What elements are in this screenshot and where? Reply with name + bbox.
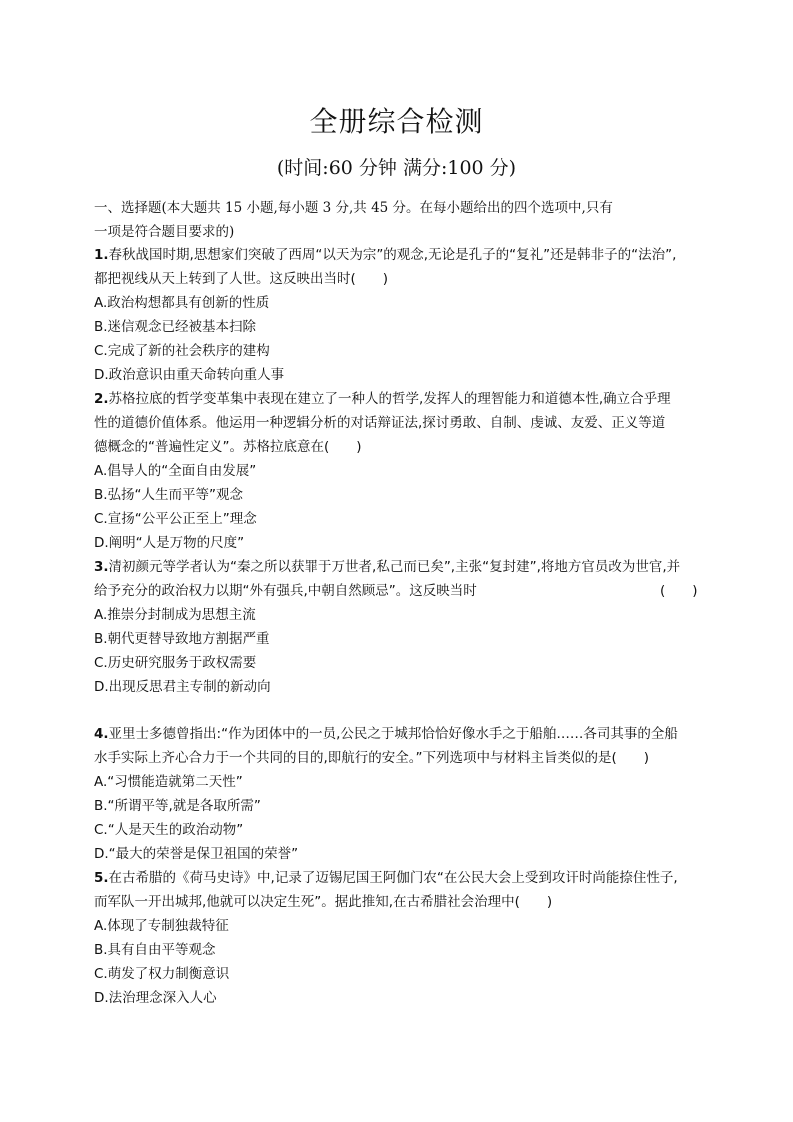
question-1-line-2: 都把视线从天上转到了人世。这反映出当时( ) (94, 271, 389, 287)
question-3-option-b[interactable]: B.朝代更替导致地方割据严重 (94, 631, 270, 647)
question-1-line-1: 1.春秋战国时期,思想家们突破了西周“以天为宗”的观念,无论是孔子的“复礼”还是韩非子的“法治”, (94, 247, 677, 263)
question-1-option-d[interactable]: D.政治意识由重天命转向重人事 (94, 367, 285, 383)
question-5-option-a[interactable]: A.体现了专制独裁特征 (94, 918, 229, 934)
question-4-option-b[interactable]: B.“所谓平等,就是各取所需” (94, 798, 261, 814)
question-1-option-b[interactable]: B.迷信观念已经被基本扫除 (94, 319, 257, 335)
question-number: 4. (94, 726, 109, 742)
question-2-line-3: 德概念的“普遍性定义”。苏格拉底意在( ) (94, 439, 362, 455)
question-2-option-d[interactable]: D.阐明“人是万物的尺度” (94, 535, 245, 551)
question-2-line-2: 性的道德价值体系。他运用一种逻辑分析的对话辩证法,探讨勇敢、自制、虔诚、友爱、正义等道 (94, 415, 666, 431)
question-4-line-1: 4.亚里士多德曾指出:“作为团体中的一员,公民之于城邦恰恰好像水手之于船舶……各司其事的全船 (94, 726, 678, 742)
question-3-line-2: 给予充分的政治权力以期“外有强兵,中朝自然顾忌”。这反映当时 (94, 583, 477, 599)
question-4-option-c[interactable]: C.“人是天生的政治动物” (94, 822, 244, 838)
question-5-line-2: 而军队一开出城邦,他就可以决定生死”。据此推知,在古希腊社会治理中( ) (94, 894, 553, 910)
question-4-option-a[interactable]: A.“习惯能造就第二天性” (94, 774, 243, 790)
question-2-line-1: 2.苏格拉底的哲学变革集中表现在建立了一种人的哲学,发挥人的理智能力和道德本性,确立合乎理 (94, 391, 671, 407)
question-5-option-d[interactable]: D.法治理念深入人心 (94, 990, 217, 1006)
question-4-option-d[interactable]: D.“最大的荣誉是保卫祖国的荣誉” (94, 846, 299, 862)
question-number: 2. (94, 391, 109, 407)
question-5-line-1: 5.在古希腊的《荷马史诗》中,记录了迈锡尼国王阿伽门农“在公民大会上受到攻讦时尚能捺住性子, (94, 870, 678, 886)
question-2-option-a[interactable]: A.倡导人的“全面自由发展” (94, 463, 257, 479)
question-3-line-1: 3.清初颜元等学者认为“秦之所以获罪于万世者,私己而已矣”,主张“复封建”,将地方官员改为世官,并 (94, 559, 681, 575)
section-heading-line-2: 一项是符合题目要求的) (94, 224, 235, 240)
section-heading-line-1: 一、选择题(本大题共 15 小题,每小题 3 分,共 45 分。在每小题给出的四个选项中,只有 (94, 200, 613, 216)
question-number: 5. (94, 870, 109, 886)
question-4-line-2: 水手实际上齐心合力于一个共同的目的,即航行的安全。”下列选项中与材料主旨类似的是( ) (94, 750, 650, 766)
question-1-option-a[interactable]: A.政治构想都具有创新的性质 (94, 295, 270, 311)
question-3-option-d[interactable]: D.出现反思君主专制的新动向 (94, 679, 271, 695)
page-title: 全册综合检测 (309, 105, 484, 138)
question-3-option-a[interactable]: A.推崇分封制成为思想主流 (94, 607, 256, 623)
answer-blank[interactable]: ( ) (660, 583, 698, 599)
question-2-option-b[interactable]: B.弘扬“人生而平等”观念 (94, 487, 244, 503)
question-3-option-c[interactable]: C.历史研究服务于政权需要 (94, 655, 257, 671)
question-1-option-c[interactable]: C.完成了新的社会秩序的建构 (94, 343, 270, 359)
question-2-option-c[interactable]: C.宣扬“公平公正至上”理念 (94, 511, 257, 527)
exam-time-score: (时间:60 分钟 满分:100 分) (276, 157, 517, 179)
question-5-option-c[interactable]: C.萌发了权力制衡意识 (94, 966, 230, 982)
question-5-option-b[interactable]: B.具有自由平等观念 (94, 942, 216, 958)
question-number: 1. (94, 247, 109, 263)
question-number: 3. (94, 559, 109, 575)
